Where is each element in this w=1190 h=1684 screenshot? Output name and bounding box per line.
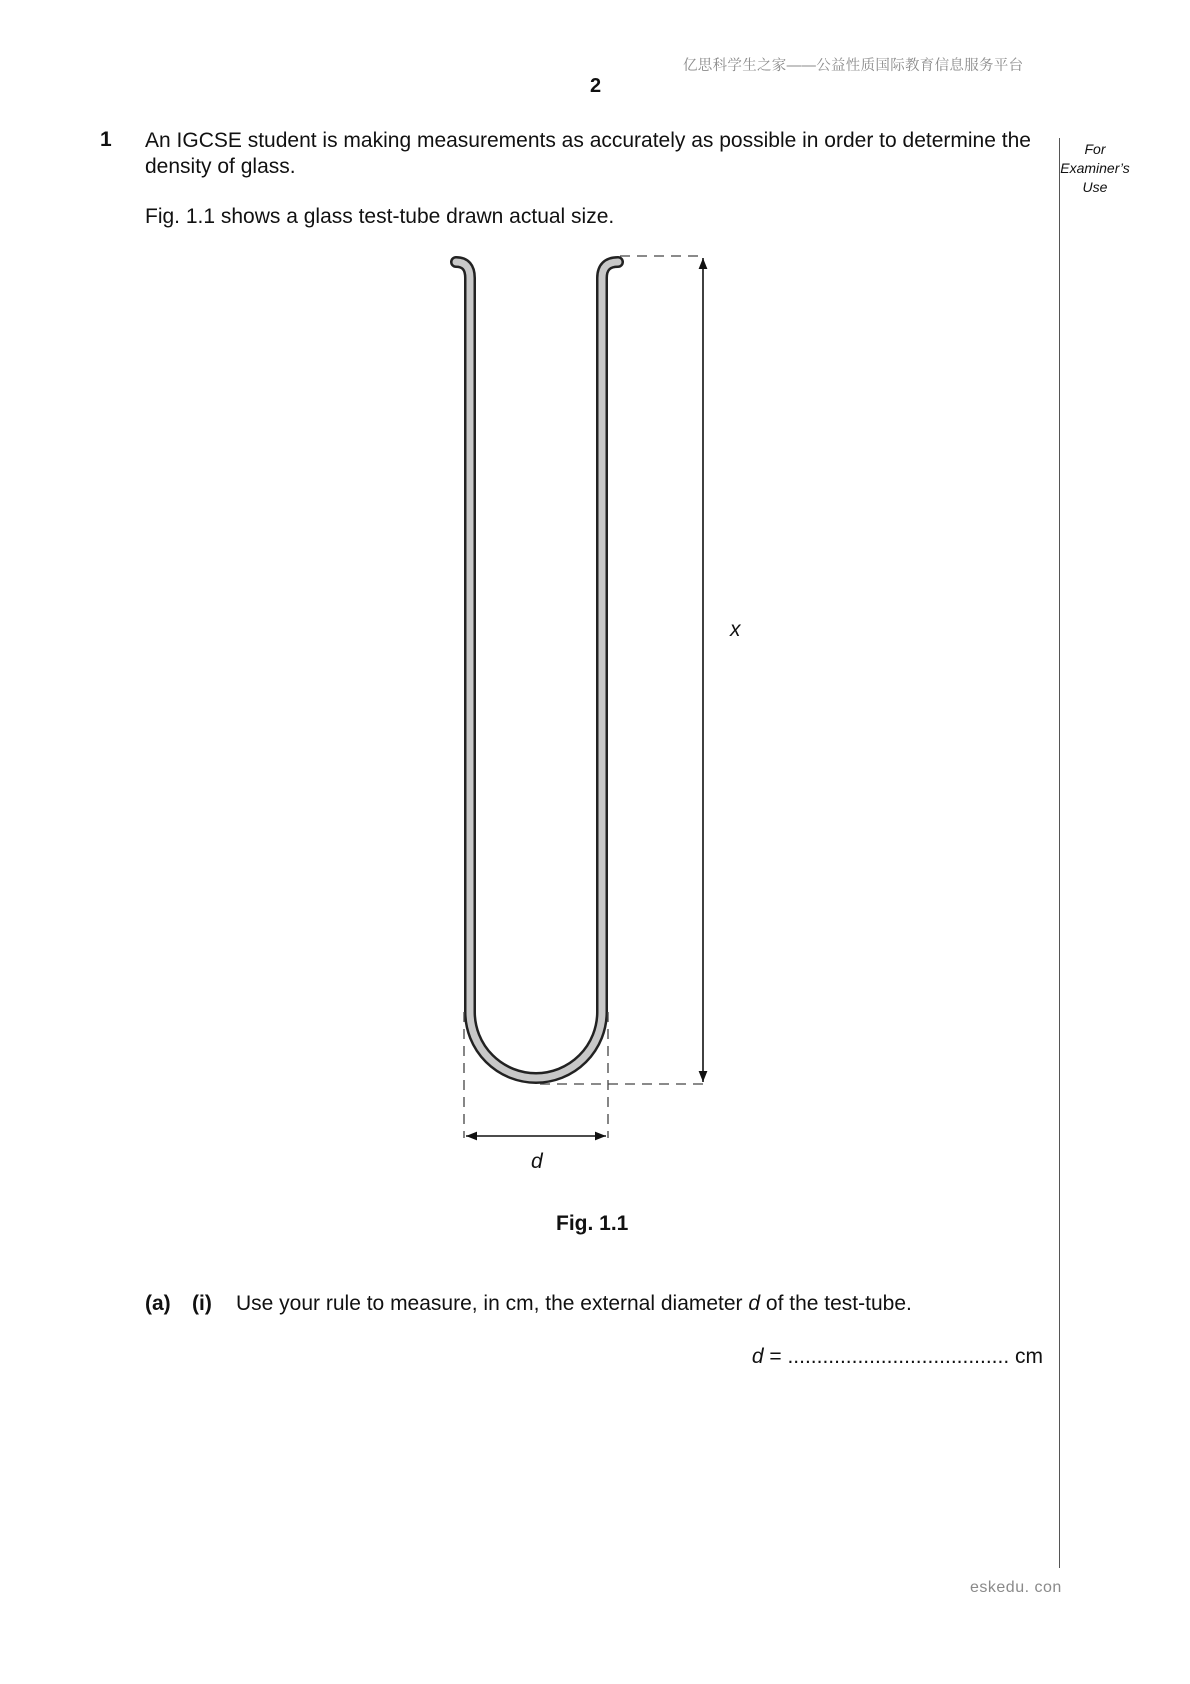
part-text-variable: d xyxy=(748,1292,761,1315)
header-watermark: 亿思科学生之家——公益性质国际教育信息服务平台 xyxy=(683,58,1024,74)
figure-caption: Fig. 1.1 xyxy=(556,1212,629,1235)
label-d: d xyxy=(531,1150,543,1173)
dimension-guides xyxy=(464,256,703,1138)
question-text: An IGCSE student is making measurements as accurately as possible in order to determine the density of glass. xyxy=(145,129,1031,178)
part-label-i: (i) xyxy=(192,1292,212,1315)
question-number: 1 xyxy=(100,128,112,151)
figure-intro-text: Fig. 1.1 shows a glass test-tube drawn actual size. xyxy=(145,205,615,228)
part-text-before: Use your rule to measure, in cm, the external diameter xyxy=(236,1292,749,1315)
part-label-a: (a) xyxy=(145,1292,171,1315)
examiner-label-line-2: Examiner’s xyxy=(1060,160,1130,176)
answer-line-d[interactable] xyxy=(752,1345,1043,1369)
part-question-text xyxy=(236,1292,912,1316)
answer-dots[interactable]: ...................................... xyxy=(787,1345,1010,1368)
answer-equals: = xyxy=(763,1345,788,1368)
part-text-after: of the test-tube. xyxy=(760,1292,912,1315)
test-tube-drawing xyxy=(456,262,618,1078)
footer-watermark: eskedu. con xyxy=(970,1579,1062,1596)
answer-variable: d xyxy=(751,1345,764,1368)
examiner-label-line-1: For xyxy=(1084,141,1106,157)
examiner-label-line-3: Use xyxy=(1082,179,1108,195)
label-x: x xyxy=(730,618,741,641)
answer-unit: cm xyxy=(1009,1345,1043,1368)
page-number: 2 xyxy=(590,75,602,97)
